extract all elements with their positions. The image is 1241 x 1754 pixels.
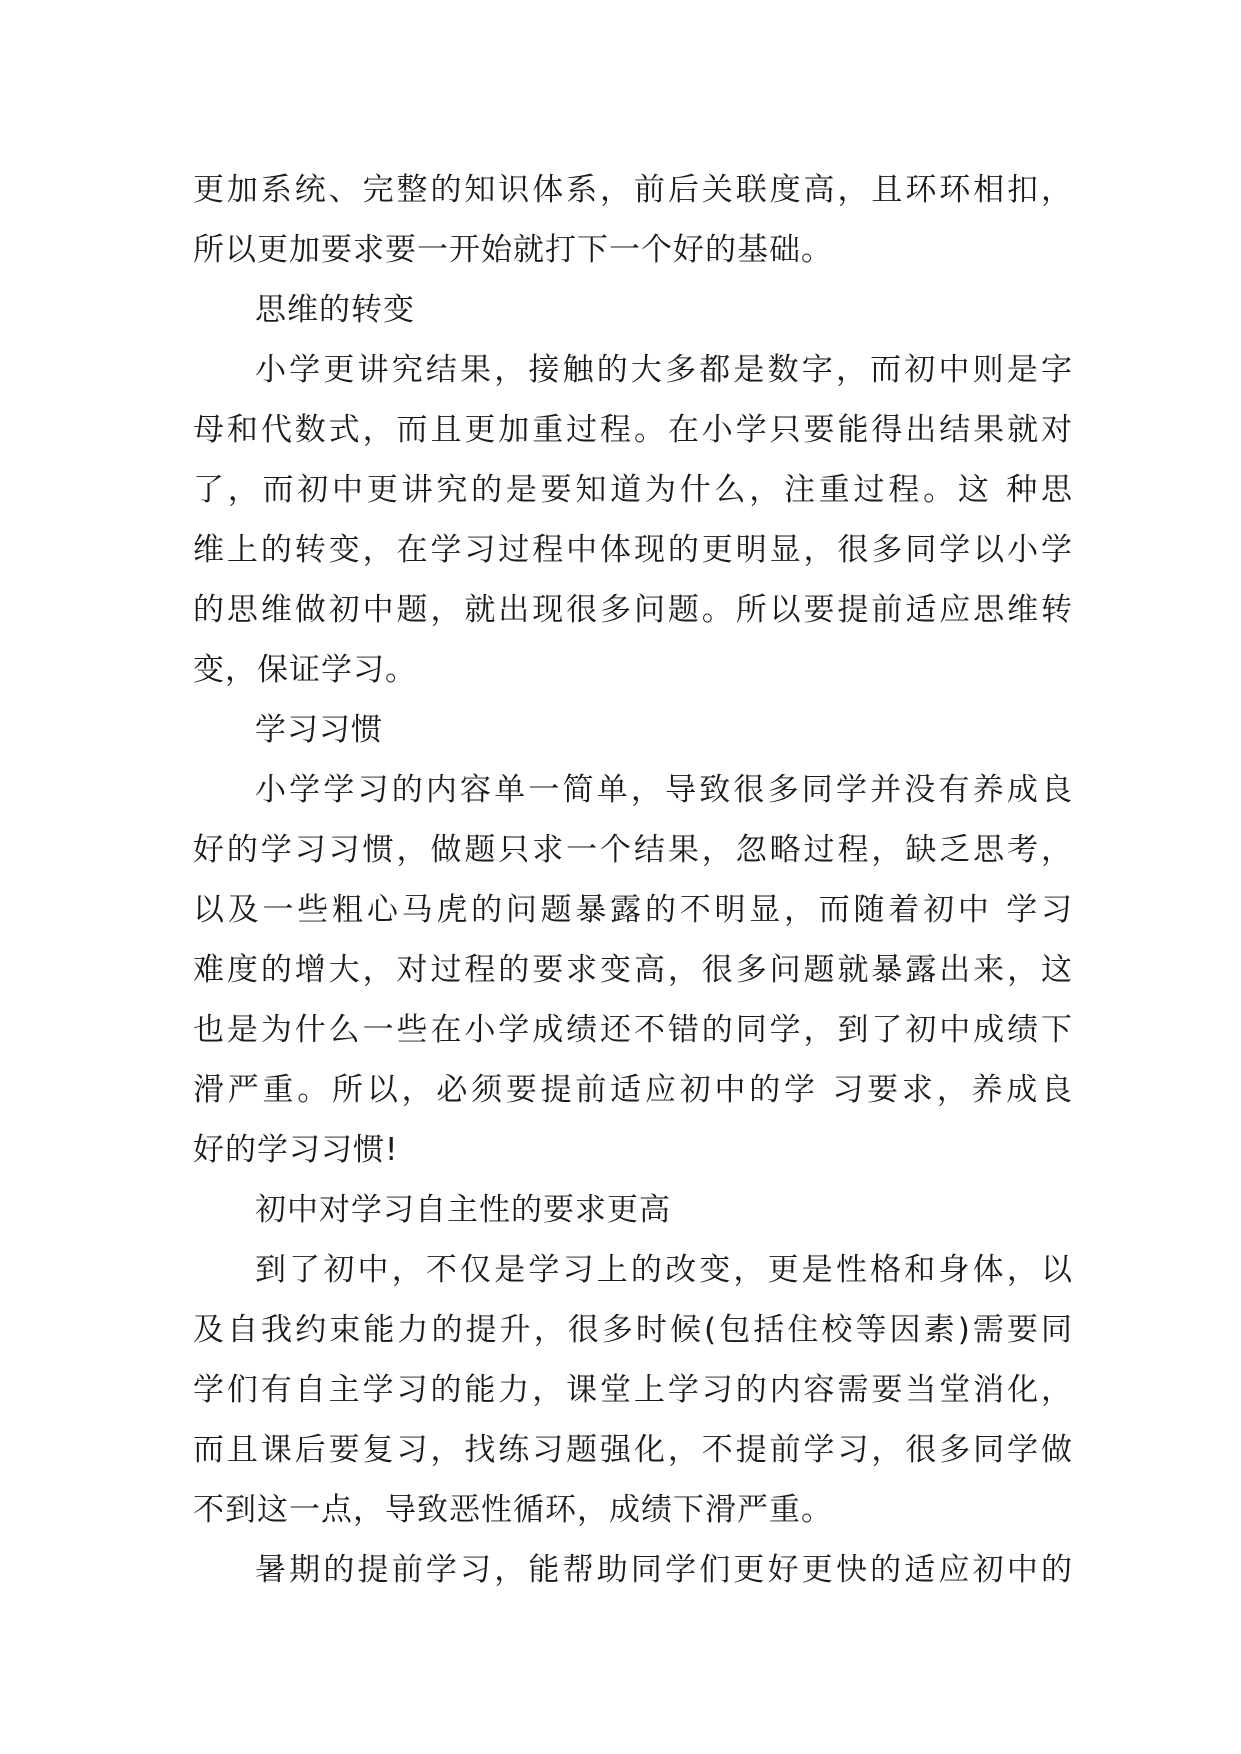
section-heading-study-habits: 学习习惯 — [255, 712, 383, 748]
text-line: 到了初中，不仅是学习上的改变，更是性格和身体，以 — [255, 1252, 1073, 1288]
text-line: 小学更讲究结果，接触的大多都是数字，而初中则是字 — [255, 352, 1073, 388]
text-line: 维上的转变，在学习过程中体现的更明显，很多同学以小学 — [193, 532, 1073, 568]
section-heading-thinking-change: 思维的转变 — [255, 292, 415, 328]
text-line: 好的学习习惯，做题只求一个结果，忽略过程，缺乏思考， — [193, 832, 1073, 868]
text-line: 难度的增大，对过程的要求变高，很多问题就暴露出来，这 — [193, 952, 1073, 988]
text-line: 不到这一点，导致恶性循环，成绩下滑严重。 — [193, 1492, 833, 1528]
paragraph-thinking-change — [193, 340, 1073, 700]
text-line: 而且课后要复习，找练习题强化，不提前学习，很多同学做 — [193, 1432, 1073, 1468]
paragraph-summer-study — [193, 1540, 1073, 1600]
text-column — [193, 160, 1073, 1600]
paragraph-continuation — [193, 160, 1073, 280]
text-line: 更加系统、完整的知识体系，前后关联度高，且环环相扣， — [193, 172, 1073, 208]
text-line: 也是为什么一些在小学成绩还不错的同学，到了初中成绩下 — [193, 1012, 1073, 1048]
paragraph-study-habits — [193, 760, 1073, 1180]
text-line: 以及一些粗心马虎的问题暴露的不明显，而随着初中 学习 — [193, 892, 1073, 928]
text-line: 的思维做初中题，就出现很多问题。所以要提前适应思维转 — [193, 592, 1073, 628]
paragraph-autonomy — [193, 1240, 1073, 1540]
text-line: 了，而初中更讲究的是要知道为什么，注重过程。这 种思 — [193, 472, 1073, 508]
text-line: 暑期的提前学习，能帮助同学们更好更快的适应初中的 — [255, 1552, 1073, 1588]
text-line: 母和代数式，而且更加重过程。在小学只要能得出结果就对 — [193, 412, 1073, 448]
section-heading-autonomy: 初中对学习自主性的要求更高 — [255, 1192, 671, 1228]
text-line: 滑严重。所以，必须要提前适应初中的学 习要求，养成良 — [193, 1072, 1073, 1108]
text-line: 好的学习习惯! — [193, 1132, 399, 1168]
text-line: 所以更加要求要一开始就打下一个好的基础。 — [193, 232, 833, 268]
text-line: 学们有自主学习的能力，课堂上学习的内容需要当堂消化， — [193, 1372, 1073, 1408]
text-line: 及自我约束能力的提升，很多时候(包括住校等因素)需要同 — [193, 1312, 1073, 1348]
text-line: 变，保证学习。 — [193, 652, 417, 688]
text-line: 小学学习的内容单一简单，导致很多同学并没有养成良 — [255, 772, 1073, 808]
